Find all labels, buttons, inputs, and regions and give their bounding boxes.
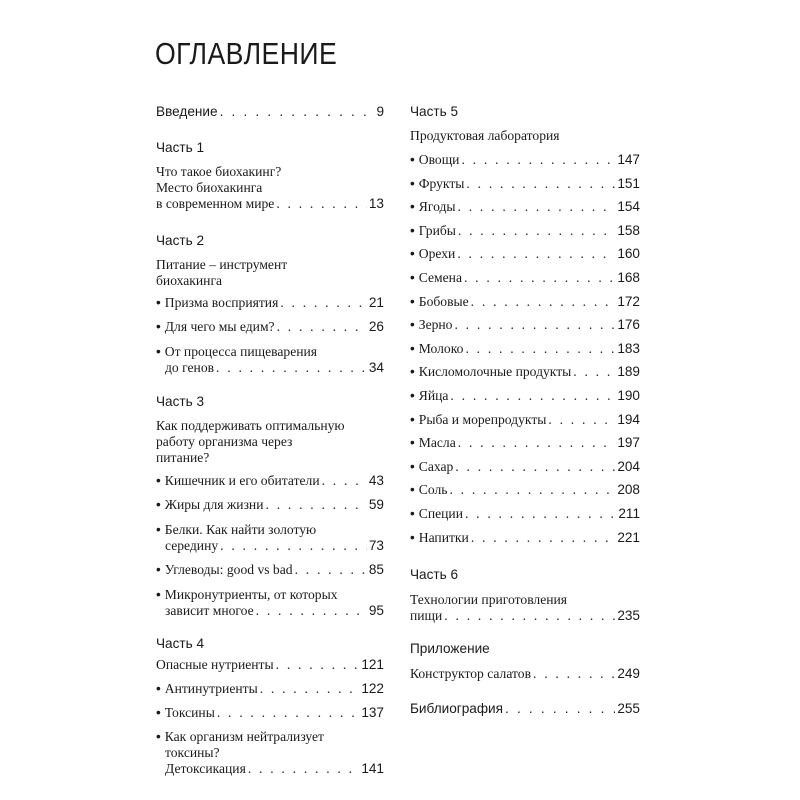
entry-label: Орехи [418, 246, 456, 262]
toc-subentry[interactable] [410, 199, 640, 215]
entry-label: Семена [418, 270, 462, 285]
part-heading: Часть 2 [156, 233, 205, 248]
leader-dots [248, 761, 359, 777]
bullet-icon: • [410, 529, 415, 545]
toc-subentry[interactable] [156, 497, 384, 513]
entry-page: 121 [361, 657, 384, 672]
entry-page: 122 [361, 681, 384, 696]
entry-label: Овощи [418, 152, 460, 167]
toc-subentry[interactable] [410, 317, 640, 333]
leader-dots [573, 364, 615, 380]
entry-page: 73 [368, 538, 384, 553]
toc-subentry[interactable] [410, 388, 640, 404]
entry-page: 204 [617, 458, 640, 474]
toc-subentry[interactable] [156, 729, 384, 777]
bullet-icon: • [410, 199, 415, 215]
entry-label: Ягоды [418, 199, 456, 215]
entry-page: 13 [368, 196, 384, 211]
leader-dots [216, 360, 367, 376]
entry-label: Опасные нутриенты [156, 657, 274, 672]
entry-page: 255 [617, 701, 640, 716]
entry-page: 9 [376, 104, 384, 119]
entry-label: Кишечник и его обитатели [164, 473, 320, 488]
leader-dots [465, 341, 615, 357]
bullet-icon: • [410, 175, 415, 191]
entry-page: 154 [617, 199, 640, 215]
leader-dots [454, 317, 615, 333]
entry-line: От процесса пищеварения [164, 344, 318, 359]
entry-label: Конструктор салатов [410, 666, 531, 681]
part-heading: Часть 3 [156, 394, 205, 409]
entry-page: 235 [617, 608, 640, 623]
toc-entry-part4[interactable] [156, 657, 384, 673]
entry-label: Соль [418, 482, 448, 498]
toc-subentry[interactable] [156, 705, 384, 721]
toc-subentry[interactable] [410, 506, 640, 522]
part-heading: Часть 4 [156, 636, 205, 651]
entry-label: Сахар [418, 458, 454, 474]
entry-label: Жиры для жизни [164, 497, 264, 512]
leader-dots [461, 152, 615, 168]
leader-dots [533, 666, 615, 682]
bullet-icon: • [156, 705, 161, 720]
bullet-icon: • [410, 506, 415, 521]
entry-page: 172 [617, 293, 640, 309]
leader-dots [471, 530, 616, 546]
leader-dots [220, 104, 375, 120]
entry-page: 190 [617, 388, 640, 403]
leader-dots [295, 562, 367, 578]
toc-entry-bibliography[interactable] [410, 701, 640, 717]
toc-subentry[interactable] [156, 473, 384, 489]
leader-dots [260, 681, 360, 697]
entry-page: 26 [368, 319, 384, 334]
entry-page: 189 [617, 364, 640, 380]
entry-page: 151 [617, 175, 640, 191]
toc-subentry[interactable] [410, 294, 640, 310]
leader-dots [465, 506, 616, 522]
entry-line: биохакинга [156, 273, 223, 288]
entry-page: 147 [617, 152, 640, 167]
bullet-icon: • [410, 388, 415, 403]
toc-subentry[interactable] [156, 295, 384, 311]
entry-label: зависит многое [165, 603, 254, 618]
leader-dots [276, 657, 360, 673]
toc-subentry[interactable] [410, 341, 640, 357]
entry-page: 141 [361, 761, 384, 776]
entry-page: 158 [617, 222, 640, 238]
leader-dots [449, 482, 615, 498]
toc-entry-part3 [156, 418, 384, 466]
bullet-icon: • [410, 340, 415, 356]
entry-line: Микронутриенты, от которых [164, 587, 338, 602]
entry-line: работу организма через [156, 434, 293, 449]
entry-label: Детоксикация [165, 761, 246, 776]
entry-page: 208 [617, 482, 640, 498]
leader-dots [276, 196, 367, 212]
entry-line: Место биохакинга [156, 180, 263, 195]
entry-line: Продуктовая лаборатория [410, 128, 560, 143]
leader-dots [458, 223, 615, 239]
bullet-icon: • [156, 295, 161, 310]
entry-page: 176 [617, 317, 640, 333]
toc-subentry[interactable] [410, 223, 640, 239]
leader-dots [471, 294, 616, 310]
toc-subentry[interactable] [156, 587, 384, 619]
entry-page: 168 [617, 270, 640, 285]
toc-subentry[interactable] [410, 176, 640, 192]
toc-subentry[interactable] [410, 152, 640, 168]
entry-label: Токсины [164, 705, 215, 720]
part-heading: Приложение [410, 641, 490, 656]
leader-dots [455, 459, 615, 475]
entry-label: Молоко [418, 340, 464, 356]
leader-dots [466, 176, 615, 192]
entry-label: Для чего мы едим? [164, 319, 275, 334]
leader-dots [280, 295, 367, 311]
entry-page: 249 [617, 666, 640, 681]
leader-dots [322, 473, 367, 489]
bullet-icon: • [156, 681, 161, 696]
entry-label: Специи [418, 506, 463, 521]
entry-label: Рыба и морепродукты [418, 411, 547, 427]
toc-subentry[interactable] [156, 344, 384, 376]
leader-dots [217, 705, 359, 721]
part-heading: Часть 6 [410, 567, 459, 582]
toc-entry-part5 [410, 128, 640, 144]
entry-page: 85 [368, 562, 384, 577]
entry-line: Как поддерживать оптимальную [156, 418, 345, 433]
bullet-icon: • [156, 587, 161, 602]
bullet-icon: • [410, 270, 415, 285]
toc-entry-appendix[interactable] [410, 666, 640, 682]
entry-label: пищи [410, 608, 443, 623]
entry-page: 95 [368, 603, 384, 618]
entry-label: Яйца [418, 388, 449, 403]
entry-line: питание? [156, 450, 210, 465]
toc-entry-part1[interactable] [156, 164, 384, 212]
bullet-icon: • [410, 482, 415, 498]
entry-label: середину [165, 538, 219, 553]
bullet-icon: • [156, 473, 161, 488]
entry-label: Призма восприятия [164, 295, 279, 310]
toc-entry-part2 [156, 257, 384, 289]
bullet-icon: • [410, 222, 415, 238]
bullet-icon: • [156, 562, 161, 577]
bullet-icon: • [156, 729, 161, 744]
toc-subentry[interactable] [410, 412, 640, 428]
leader-dots [277, 319, 367, 335]
entry-page: 211 [618, 506, 640, 521]
entry-label: Углеводы: good vs bad [164, 562, 293, 577]
entry-page: 194 [617, 411, 640, 427]
page-title: ОГЛАВЛЕНИЕ [155, 36, 338, 71]
bullet-icon: • [156, 319, 161, 334]
entry-label: Антинутриенты [164, 681, 258, 696]
entry-line: Что такое биохакинг? [156, 164, 282, 179]
leader-dots [444, 608, 615, 624]
toc-subentry[interactable] [410, 435, 640, 451]
leader-dots [464, 270, 615, 286]
leader-dots [458, 199, 616, 215]
entry-line: Белки. Как найти золотую [164, 522, 317, 537]
entry-label: в современном мире [156, 196, 275, 211]
leader-dots [220, 538, 367, 554]
entry-page: 160 [617, 246, 640, 262]
entry-page: 221 [617, 529, 640, 545]
toc-subentry[interactable] [410, 530, 640, 546]
toc-subentry[interactable] [156, 562, 384, 578]
bullet-icon: • [410, 435, 415, 451]
toc-subentry[interactable] [156, 319, 384, 335]
leader-dots [450, 388, 615, 404]
entry-line: Технологии приготовления [410, 592, 568, 607]
entry-label: Масла [418, 435, 456, 451]
entry-page: 21 [368, 295, 384, 310]
toc-subentry[interactable] [410, 270, 640, 286]
bullet-icon: • [156, 497, 161, 512]
entry-label: Напитки [418, 529, 469, 545]
entry-page: 59 [368, 497, 384, 512]
leader-dots [457, 246, 615, 262]
bullet-icon: • [410, 152, 415, 167]
part-heading: Часть 5 [410, 104, 459, 119]
bullet-icon: • [410, 317, 415, 333]
toc-subentry[interactable] [156, 681, 384, 697]
entry-page: 183 [617, 340, 640, 356]
entry-page: 137 [361, 705, 384, 720]
toc-entry-part6[interactable] [410, 592, 640, 624]
toc-subentry[interactable] [410, 482, 640, 498]
bullet-icon: • [410, 246, 415, 262]
entry-label: Библиография [410, 701, 503, 716]
entry-line: Питание – инструмент [156, 257, 288, 272]
entry-label: Зерно [418, 317, 453, 333]
bullet-icon: • [410, 411, 415, 427]
leader-dots [458, 435, 616, 451]
bullet-icon: • [410, 458, 415, 474]
part-heading: Часть 1 [156, 140, 205, 155]
bullet-icon: • [410, 364, 415, 380]
toc-subentry[interactable] [410, 459, 640, 475]
leader-dots [256, 603, 367, 619]
toc-subentry[interactable] [410, 246, 640, 262]
entry-page: 197 [617, 435, 640, 451]
entry-page: 43 [368, 473, 384, 488]
entry-label: Кисломолочные продукты [418, 364, 572, 380]
entry-label: Введение [156, 104, 218, 119]
entry-label: Бобовые [418, 293, 469, 309]
toc-subentry[interactable] [410, 364, 640, 380]
bullet-icon: • [410, 293, 415, 309]
entry-line: Как организм нейтрализует [164, 729, 324, 744]
leader-dots [548, 412, 615, 428]
bullet-icon: • [156, 344, 161, 359]
entry-label: Фрукты [418, 175, 465, 191]
toc-subentry[interactable] [156, 522, 384, 554]
bullet-icon: • [156, 522, 161, 537]
entry-page: 34 [368, 360, 384, 375]
entry-label: Грибы [418, 222, 456, 238]
entry-line: токсины? [165, 745, 220, 760]
entry-label: до генов [165, 360, 215, 375]
leader-dots [266, 497, 367, 513]
toc-entry-intro[interactable] [156, 104, 384, 120]
leader-dots [505, 701, 615, 717]
